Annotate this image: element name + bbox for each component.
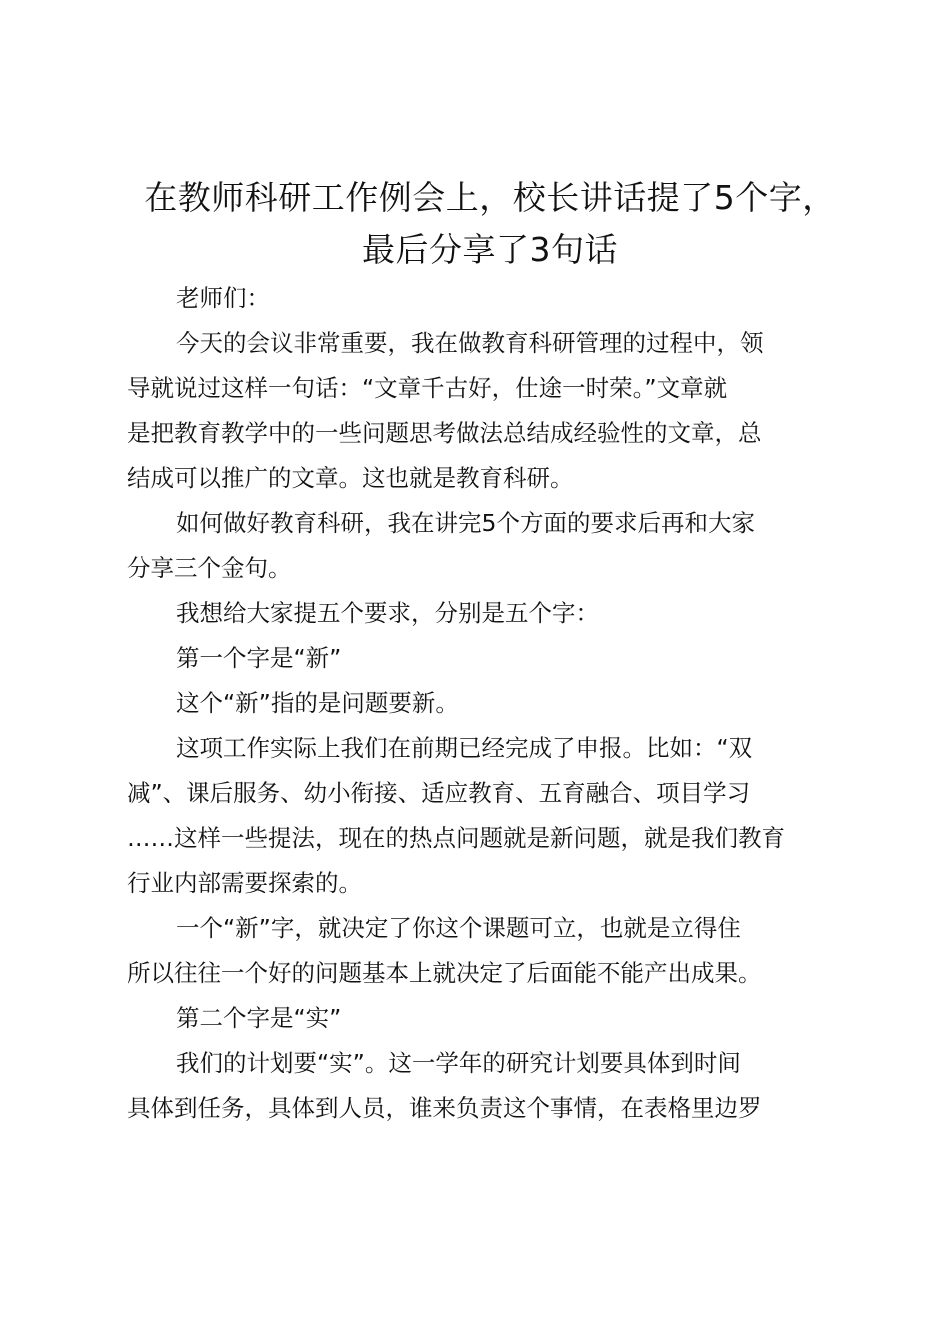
section-heading [127, 996, 847, 1041]
paragraph-line: 具体到任务，具体到人员，谁来负责这个事情，在表格里边罗 [127, 1094, 762, 1122]
paragraph [127, 501, 847, 591]
paragraph-line: ……这样一些提法，现在的热点问题就是新问题，就是我们教育 [127, 824, 785, 852]
paragraph-line: 我们的计划要“实”。这一学年的研究计划要具体到时间 [176, 1049, 741, 1077]
paragraph [127, 726, 847, 906]
paragraph-line: 这项工作实际上我们在前期已经完成了申报。比如：“双 [176, 734, 753, 762]
paragraph-line: 导就说过这样一句话：“文章千古好，仕途一时荣。”文章就 [127, 374, 728, 402]
title-line: 最后分享了3句话 [362, 230, 618, 269]
paragraph [127, 1041, 847, 1131]
paragraph-line: 这个“新”指的是问题要新。 [176, 689, 459, 717]
paragraph-line: 今天的会议非常重要，我在做教育科研管理的过程中，领 [176, 329, 764, 357]
paragraph-line: 一个“新”字，就决定了你这个课题可立，也就是立得住 [176, 914, 741, 942]
paragraph-line: 第一个字是“新” [176, 644, 342, 672]
paragraph-line: 如何做好教育科研，我在讲完5个方面的要求后再和大家 [176, 509, 755, 537]
paragraph-line: 结成可以推广的文章。这也就是教育科研。 [127, 464, 574, 492]
document-title [110, 172, 870, 276]
paragraph-greeting [127, 276, 847, 321]
paragraph-line: 行业内部需要探索的。 [127, 869, 362, 897]
paragraph-line: 所以往往一个好的问题基本上就决定了后面能不能产出成果。 [127, 959, 762, 987]
document-body [127, 276, 847, 1131]
paragraph-line: 第二个字是“实” [176, 1004, 342, 1032]
paragraph [127, 681, 847, 726]
paragraph-line: 分享三个金句。 [127, 554, 292, 582]
paragraph-line: 减”、课后服务、幼小衔接、适应教育、五育融合、项目学习 [127, 779, 751, 807]
paragraph [127, 321, 847, 501]
paragraph [127, 591, 847, 636]
paragraph-line: 我想给大家提五个要求，分别是五个字： [176, 599, 599, 627]
paragraph-line: 老师们： [176, 284, 270, 312]
paragraph [127, 906, 847, 996]
paragraph-line: 是把教育教学中的一些问题思考做法总结成经验性的文章，总 [127, 419, 762, 447]
title-line: 在教师科研工作例会上，校长讲话提了5个字， [144, 178, 836, 217]
section-heading [127, 636, 847, 681]
